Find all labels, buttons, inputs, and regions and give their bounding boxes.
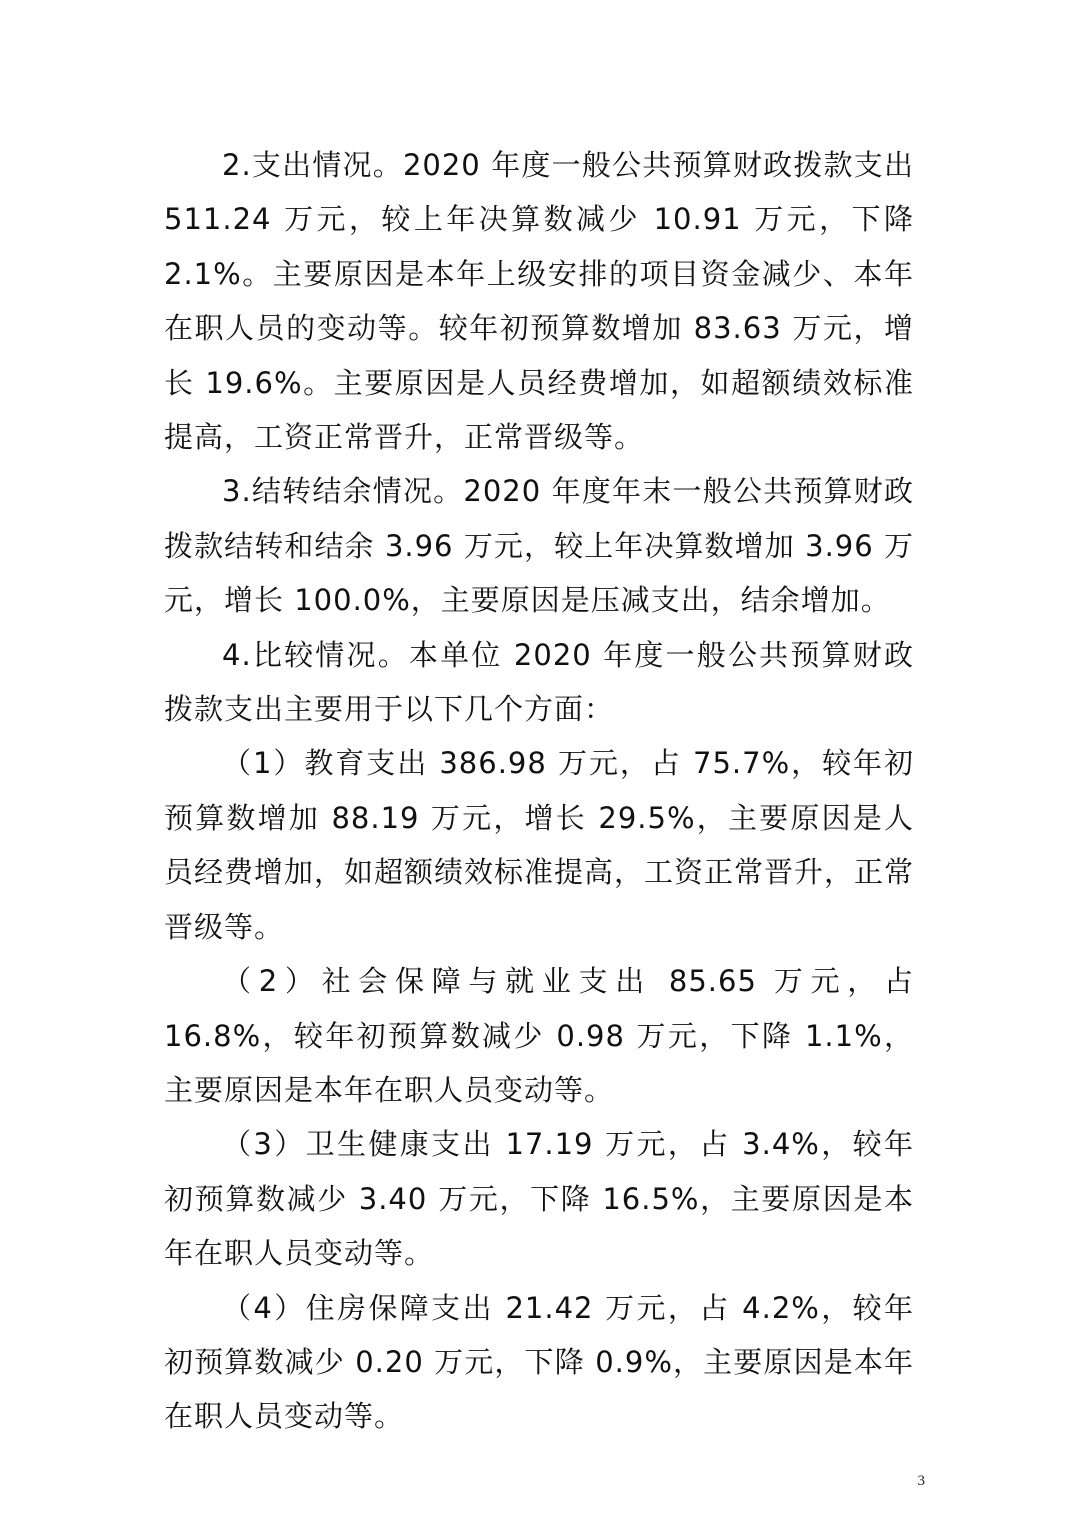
paragraph-education-expenditure: （1）教育支出 386.98 万元，占 75.7%，较年初预算数增加 88.19 万元，增长 29.5%，主要原因是人员经费增加，如超额绩效标准提高，工资正常晋升，正常晋级等。 [164, 746, 915, 944]
paragraph-housing-expenditure: （4）住房保障支出 21.42 万元，占 4.2%，较年初预算数减少 0.20 万元，下降 0.9%，主要原因是本年在职人员变动等。 [164, 1290, 914, 1434]
paragraph-comparison: 4.比较情况。本单位 2020 年度一般公共预算财政拨款支出主要用于以下几个方面： [164, 637, 914, 727]
paragraph-carryover-balance: 3.结转结余情况。2020 年度年末一般公共预算财政拨款结转和结余 3.96 万元，较上年决算数增加 3.96 万元，增长 100.0%，主要原因是压减支出，结余增加。 [164, 474, 914, 618]
document-body [164, 138, 914, 1444]
paragraph-expenditure: 2.支出情况。2020 年度一般公共预算财政拨款支出 511.24 万元，较上年决算数减少 10.91 万元，下降 2.1%。主要原因是本年上级安排的项目资金减少、本年在职人员的变动等。较年初预算数增加 83.63 万元，增长 19.6%。主要原因是人员经费增加，如超额绩效标准提高，工资正常晋升，正常晋级等。 [164, 148, 914, 455]
paragraph-social-security-expenditure: （2）社会保障与就业支出 85.65 万元，占 16.8%，较年初预算数减少 0.98 万元，下降 1.1%，主要原因是本年在职人员变动等。 [164, 964, 914, 1107]
page-number: 3 [917, 1473, 925, 1489]
paragraph-health-expenditure: （3）卫生健康支出 17.19 万元，占 3.4%，较年初预算数减少 3.40 万元，下降 16.5%，主要原因是本年在职人员变动等。 [164, 1127, 914, 1271]
